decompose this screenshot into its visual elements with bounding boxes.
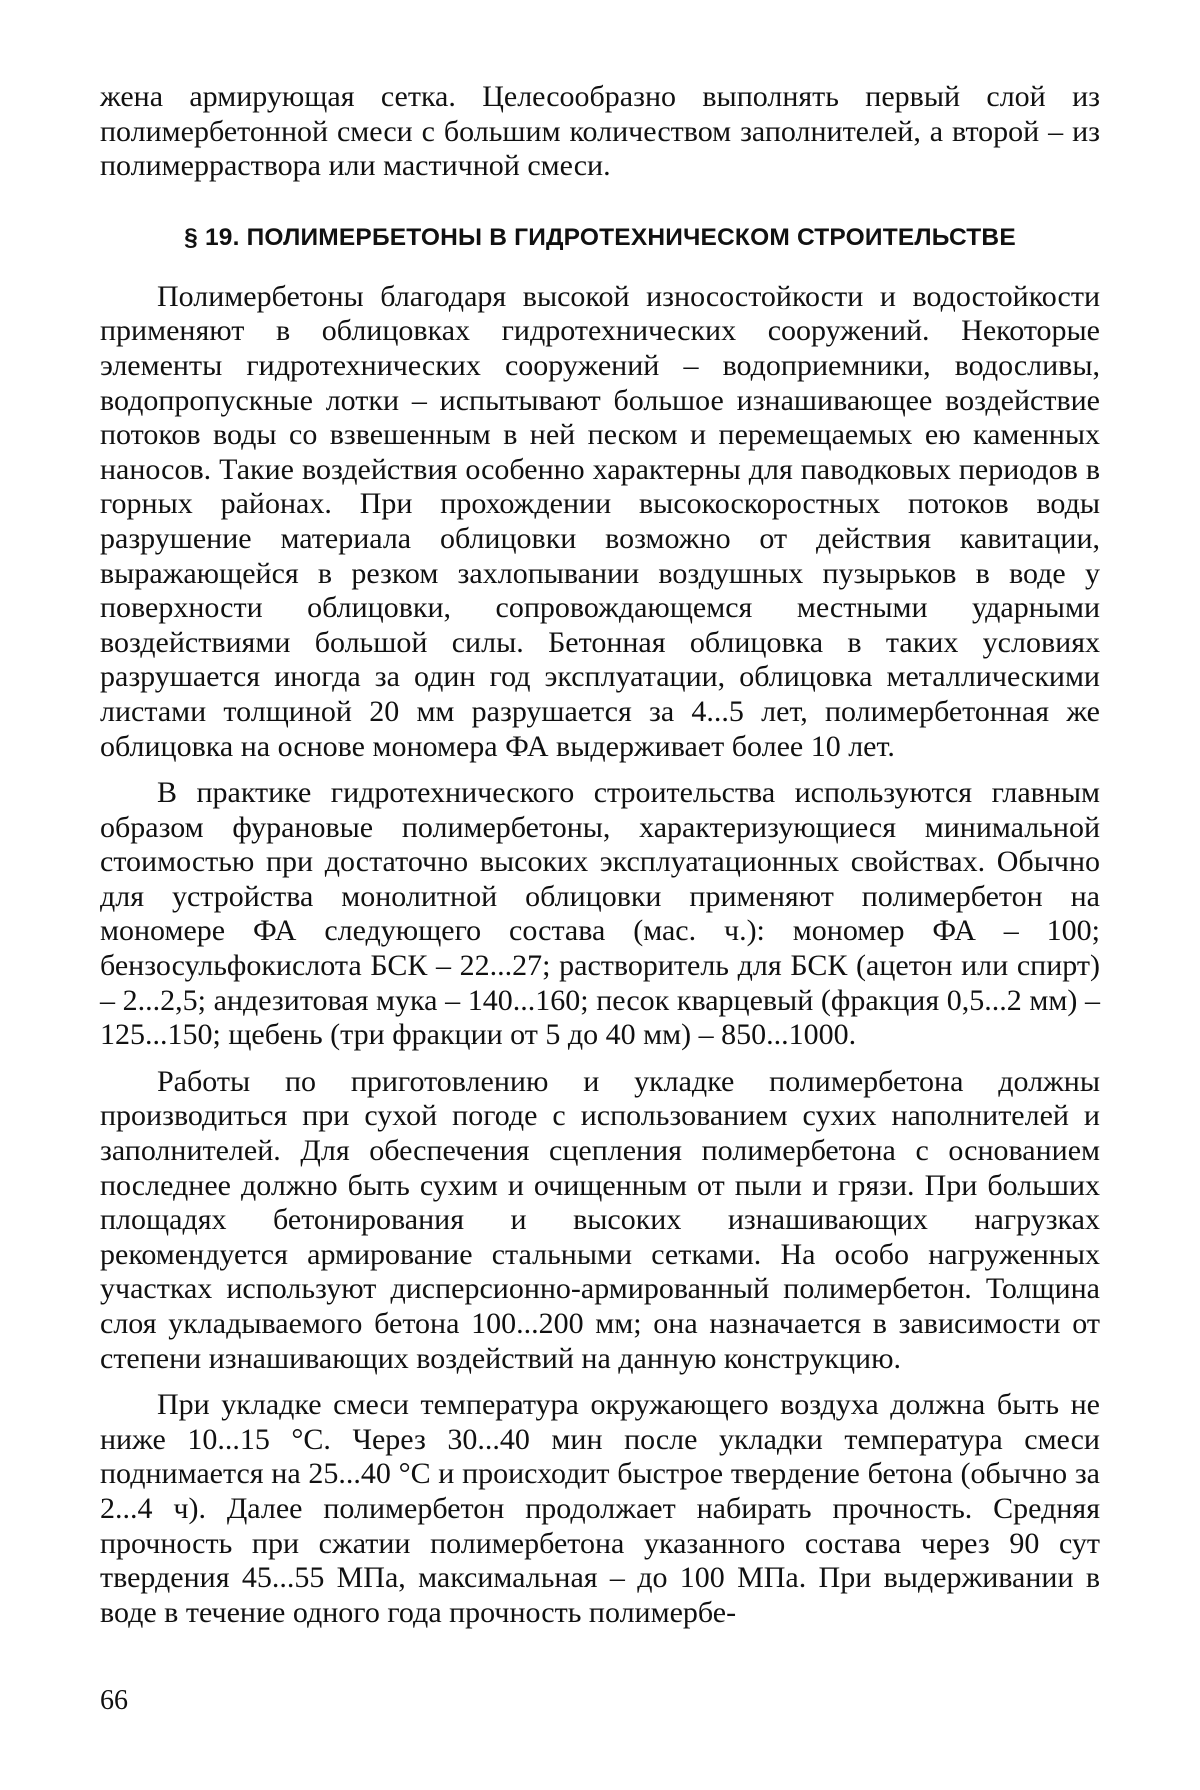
- section-heading: § 19. ПОЛИМЕРБЕТОНЫ В ГИДРОТЕХНИЧЕСКОМ СТРОИТЕЛЬСТВЕ: [184, 223, 1016, 251]
- paragraph-2: В практике гидротехнического строительства используются главным образом фурановые полимербетоны, характеризующиеся минимальной стоимостью при достаточно высоких эксплуатационных свойствах. Обычно для устройства монолитной облицовки применяют полимербетон на мономере ФА следующего состава (мас. ч.): мономер ФА – 100; бензосульфокислота БСК – 22...27; растворитель для БСК (ацетон или спирт) – 2...2,5; андезитовая мука – 140...160; песок кварцевый (фракция 0,5...2 мм) – 125...150; щебень (три фракции от 5 до 40 мм) – 850...1000.: [100, 776, 1100, 1052]
- continued-paragraph: жена армирующая сетка. Целесообразно выполнять первый слой из полимербетонной смеси с большим количеством заполнителей, а второй – из полимерраствора или мастичной смеси.: [100, 80, 1100, 183]
- page-number: 66: [100, 1685, 128, 1716]
- paragraph-3: Работы по приготовлению и укладке полимербетона должны производиться при сухой погоде с использованием сухих наполнителей и заполнителей. Для обеспечения сцепления полимербетона с основанием последнее должно быть сухим и очищенным от пыли и грязи. При больших площадях бетонирования и высоких изнашивающих нагрузках рекомендуется армирование стальными сетками. На особо нагруженных участках используют дисперсионно-армированный полимербетон. Толщина слоя укладываемого бетона 100...200 мм; она назначается в зависимости от степени изнашивающих воздействий на данную конструкцию.: [100, 1064, 1100, 1375]
- paragraph-1: Полимербетоны благодаря высокой износостойкости и водостойкости применяют в облицовках гидротехнических сооружений. Некоторые элементы гидротехнических сооружений – водоприемники, водосливы, водопропускные лотки – испытывают большое изнашивающее воздействие потоков воды со взвешенным в ней песком и перемещаемых ею каменных наносов. Такие воздействия особенно характерны для паводковых периодов в горных районах. При прохождении высокоскоростных потоков воды разрушение материала облицовки возможно от действия кавитации, выражающейся в резком захлопывании воздушных пузырьков в воде у поверхности облицовки, сопровождающемся местными ударными воздействиями большой силы. Бетонная облицовка в таких условиях разрушается иногда за один год эксплуатации, облицовка металлическими листами толщиной 20 мм разрушается за 4...5 лет, полимербетонная же облицовка на основе мономера ФА выдерживает более 10 лет.: [100, 279, 1100, 763]
- page-body: [100, 80, 1100, 1630]
- paragraph-4: При укладке смеси температура окружающего воздуха должна быть не ниже 10...15 °С. Через 30...40 мин после укладки температура смеси поднимается на 25...40 °С и происходит быстрое твердение бетона (обычно за 2...4 ч). Далее полимербетон продолжает набирать прочность. Средняя прочность при сжатии полимербетона указанного состава через 90 сут твердения 45...55 МПа, максимальная – до 100 МПа. При выдерживании в воде в течение одного года прочность полимербе-: [100, 1388, 1100, 1629]
